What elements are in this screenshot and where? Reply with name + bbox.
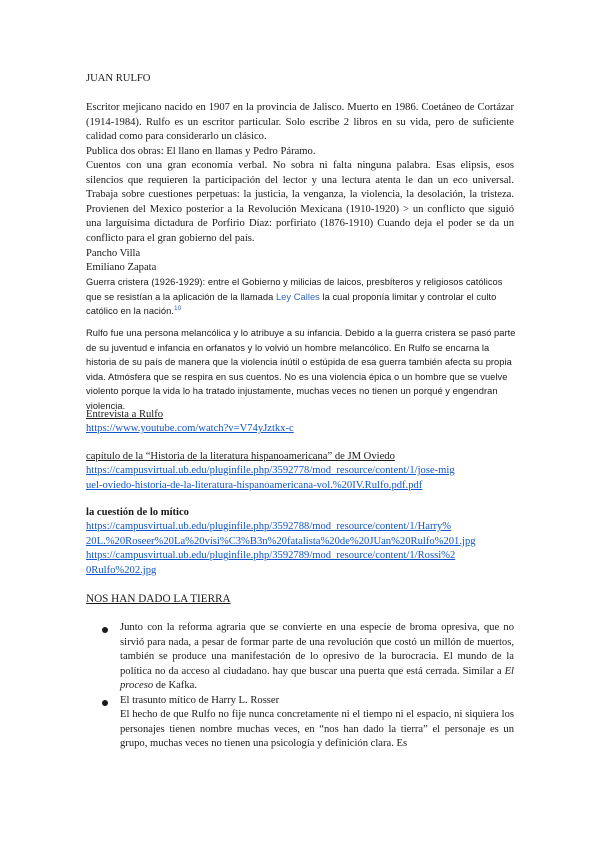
- name-emiliano-zapata: Emiliano Zapata: [86, 262, 157, 273]
- melancholy-paragraph: Rulfo fue una persona melancólica y lo atribuye a su infancia. Debido a la guerra cristera se pasó parte de su juventud e infancia en orfanatos y lo volvió un hombre melancólico. En Rulfo se encarna la historia de su país de manera que la violencia inútil o estúpida de esa guerra también afecta su propia vida. Atmósfera que se respira en sus cuentos. No es una violencia épica o un hombre que se vuelve violento porque la vida lo ha tratado injustamente, muchas veces no tienen un porqué y engendran violencia.: [86, 328, 516, 411]
- style-paragraph: Cuentos con una gran economía verbal. No sobra ni falta ninguna palabra. Esas elipsis, esos silencios que requieren la participación del lector y una lectura atenta le dan un eco universal. Trabaja sobre cuestiones perpetuas: la justicia, la venganza, la violencia, la desolación, la tristeza. Provienen del Mexico posterior a la Revolución Mexicana (1910-1920) > un conflicto que siguió una larguísima dictadura de Porfirio Díaz: porfiriato (1876-1910) Cuando deja el poder se da un conflicto para el gran gobierno del país.: [86, 160, 514, 244]
- bullet-dot-icon: [102, 627, 108, 633]
- mitico-link-1-line-1[interactable]: https://campusvirtual.ub.edu/pluginfile.php/3592788/mod_resource/content/1/Harry%: [86, 521, 452, 532]
- bullet-item-1: [120, 621, 514, 694]
- ley-calles-link[interactable]: Ley Calles: [275, 291, 320, 302]
- interview-label: Entrevista a Rulfo: [86, 409, 164, 420]
- chapter-link-line-2[interactable]: uel-oviedo-historia-de-la-literatura-hispanoamericana-vol.%20IV.Rulfo.pdf.pdf: [86, 479, 423, 491]
- bullet-1-text-end: de Kafka.: [153, 680, 197, 692]
- bullet-item-2-body: El hecho de que Rulfo no fije nunca concretamente ni el tiempo ni el espacio, ni siquiera los personajes tienen nombre muchas veces, en “nos han dado la tierra” el personaje es un grupo, muchas veces no tienen una psicología y definición clara. Es: [120, 709, 514, 750]
- cristera-text-after: la cual proponía limitar y controlar el culto católico en la nación.: [86, 291, 497, 316]
- mitico-link-2-line-2[interactable]: 0Rulfo%202.jpg: [86, 564, 157, 576]
- bullet-1-text: Junto con la reforma agraria que se convierte en una especie de broma opresiva, que no sirvió para nada, a pesar de formar parte de una revolución que costó un millón de muertos, también se produce una manifestación de lo opresivo de la burocracia. El mundo de la política no da acceso al ciudadano. hay que buscar una puerta que está cerrada. Similar a: [120, 622, 514, 677]
- cristera-text-before: Guerra cristera (1926-1929): entre el Gobierno y milicias de laicos, presbíteros y religiosos católicos que se resistían a la aplicación de la llamada: [86, 277, 503, 302]
- chapter-label: capítulo de la “Historia de la literatura hispanoamericana” de JM Oviedo: [86, 451, 395, 462]
- mitico-link-2-line-1[interactable]: https://campusvirtual.ub.edu/pluginfile.php/3592789/mod_resource/content/1/Rossi%2: [86, 550, 456, 562]
- mitico-label: la cuestión de lo mítico: [86, 507, 189, 518]
- cristera-paragraph: [86, 275, 516, 319]
- mitico-links: [86, 520, 526, 578]
- chapter-link[interactable]: [86, 464, 526, 493]
- section-title: NOS HAN DADO LA TIERRA: [86, 593, 231, 605]
- bullet-item-2-title: El trasunto mítico de Harry L. Rosser: [120, 695, 280, 706]
- interview-link[interactable]: https://www.youtube.com/watch?v=V74yJztkx-c: [86, 423, 294, 434]
- footnote-ref[interactable]: 10: [173, 304, 182, 312]
- name-pancho-villa: Pancho Villa: [86, 248, 141, 259]
- bullet-dot-icon: [102, 700, 108, 706]
- works-line: Publica dos obras: El llano en llamas y Pedro Páramo.: [86, 146, 316, 157]
- chapter-link-line-1[interactable]: https://campusvirtual.ub.edu/pluginfile.php/3592778/mod_resource/content/1/jose-mig: [86, 465, 455, 476]
- mitico-link-1-line-2[interactable]: 20L.%20Roseer%20La%20visi%C3%B3n%20fatalista%20de%20JUan%20Rulfo%201.jpg: [86, 535, 476, 547]
- bullet-1-italic-title: El proceso: [120, 665, 514, 692]
- bio-paragraph: Escritor mejicano nacido en 1907 en la provincia de Jalisco. Muerto en 1986. Coetáneo de Cortázar (1914-1984). Rulfo es un escritor particular. Solo escribe 2 libros en su vida, pero de suficiente calidad como para considerarlo un clásico.: [86, 102, 514, 143]
- document-title: JUAN RULFO: [86, 73, 151, 84]
